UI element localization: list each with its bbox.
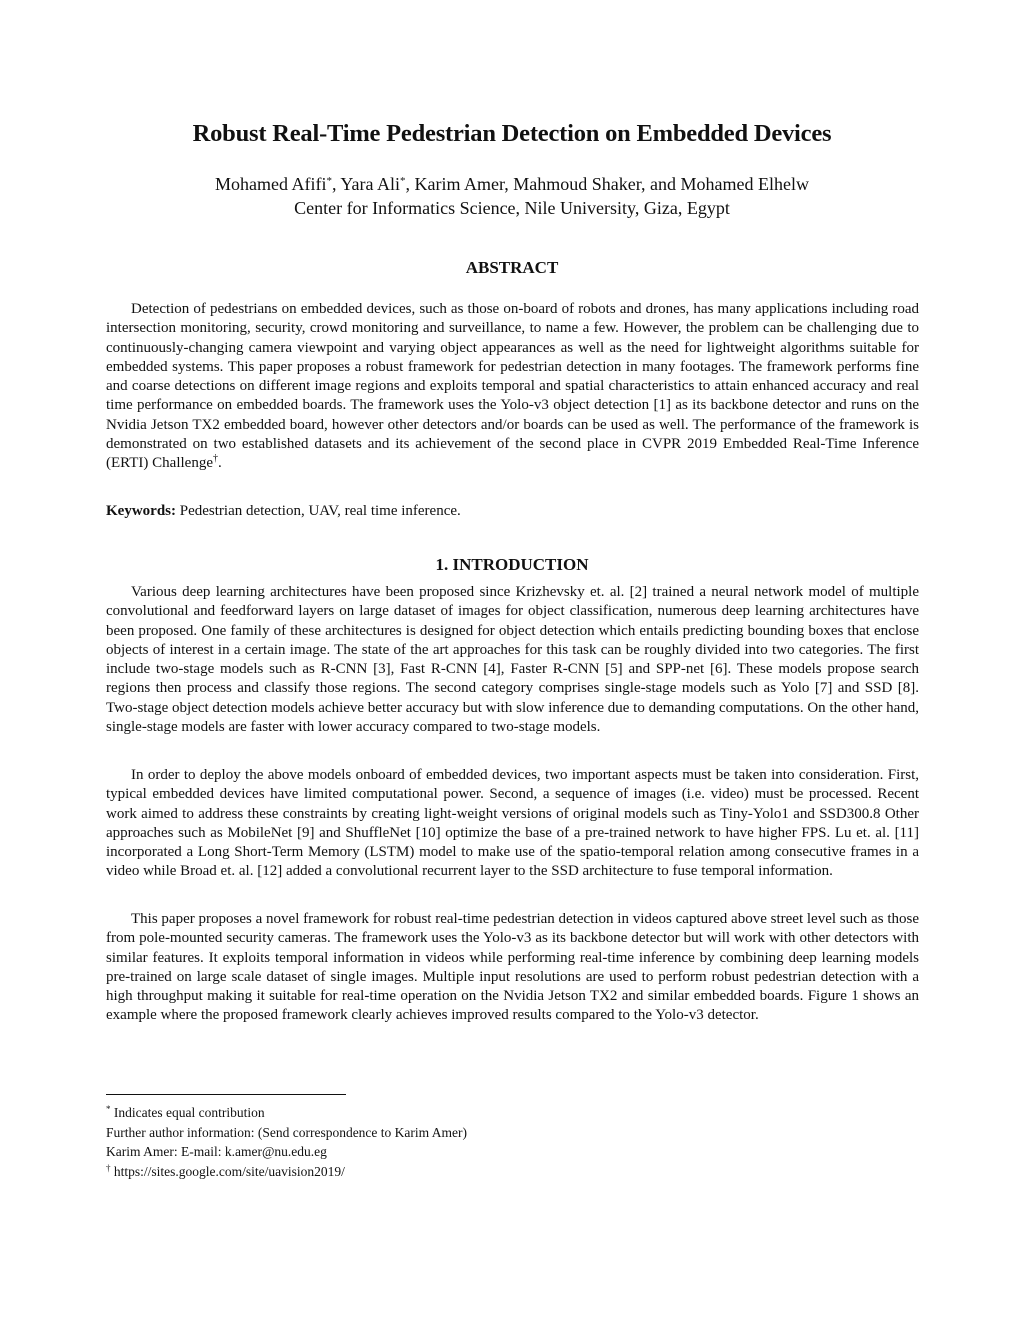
author-list <box>0 172 1024 196</box>
abstract-heading: ABSTRACT <box>465 258 559 277</box>
introduction-heading: 1. INTRODUCTION <box>435 555 589 574</box>
equal-contribution-mark: * <box>400 175 406 187</box>
footnote-mark: † <box>106 1162 111 1173</box>
author-list-rest: , Karim Amer, Mahmoud Shaker, and Mohamed Elhelw <box>405 174 809 194</box>
footnote-mark: * <box>106 1104 111 1114</box>
author-separator: , <box>331 174 341 194</box>
abstract-text <box>106 300 919 474</box>
footnote-text: Indicates equal contribution <box>110 1105 265 1120</box>
intro-paragraph: In order to deploy the above models onboard of embedded devices, two important aspects must be taken into consideration. First, typical embedded devices have limited computational power. Second, a sequence of images (i.e. video) must be processed. Recent work aimed to address these constraints by creating light-weight versions of original models such as Tiny-Yolo1 and SSD300.8 Other approaches such as MobileNet [9] and ShuffleNet [10] optimize the base of a pre-trained network to have higher FPS. Lu et. al. [11] incorporated a Long Short-Term Memory (LSTM) model to make use of the spatio-temporal relation among consecutive frames in a video while Broad et. al. [12] added a convolutional recurrent layer to the SSD architecture to fuse temporal information. <box>106 767 919 880</box>
footnote-author-info: Further author information: (Send correspondence to Karim Amer) <box>106 1124 468 1140</box>
intro-paragraph: This paper proposes a novel framework for robust real-time pedestrian detection in videos captured above street level such as those from pole-mounted security cameras. The framework uses the Yolo-v3 as its backbone detector but will work with other detectors with similar features. It exploits temporal information in videos while performing real-time inference by combining deep learning models pre-trained on large scale dataset of single images. Multiple input resolutions are used to perform robust pedestrian detection with a high throughput making it suitable for real-time operation on the Nvidia Jetson TX2 and similar embedded boards. Figure 1 shows an example where the proposed framework clearly achieves improved results compared to the Yolo-v3 detector. <box>106 911 919 1024</box>
abstract-body: Detection of pedestrians on embedded devices, such as those on-board of robots and drones, has many applications including road intersection monitoring, security, crowd monitoring and surveillance, to name a few. However, the problem can be challenging due to continuously-changing camera viewpoint and varying object appearances as well as the need for lightweight algorithms suitable for embedded systems. This paper proposes a robust framework for pedestrian detection in many footages. The framework performs fine and coarse detections on different image regions and exploits temporal and spatial characteristics to attain enhanced accuracy and real time performance on embedded boards. The framework uses the Yolo-v3 object detection [1] as its backbone detector and runs on the Nvidia Jetson TX2 embedded board, however other detectors and/or boards can be used as well. The performance of the framework is demonstrated on two established datasets and its achievement of the second place in CVPR 2019 Embedded Real-Time Inference (ERTI) Challenge <box>106 301 919 472</box>
keywords <box>106 502 919 521</box>
footnotes <box>106 1103 919 1181</box>
footnote-divider <box>106 1094 346 1095</box>
equal-contribution-mark: * <box>326 175 332 187</box>
footnote-equal-contribution <box>106 1103 919 1123</box>
keywords-text: Pedestrian detection, UAV, real time inference. <box>176 503 461 519</box>
affiliation: Center for Informatics Science, Nile University, Giza, Egypt <box>294 198 730 218</box>
author-ali: Yara Ali <box>340 174 401 194</box>
paper-title: Robust Real-Time Pedestrian Detection on Embedded Devices <box>192 120 832 147</box>
footnote-email: Karim Amer: E-mail: k.amer@nu.edu.eg <box>106 1144 327 1159</box>
dagger-footnote-mark: † <box>212 453 218 465</box>
footnote-link-text[interactable]: https://sites.google.com/site/uavision2019/ <box>110 1163 345 1179</box>
author-afifi: Mohamed Afifi <box>215 174 327 194</box>
intro-paragraph: Various deep learning architectures have been proposed since Krizhevsky et. al. [2] trained a neural network model of multiple convolutional and feedforward layers on large dataset of images for object classification, numerous deep learning architectures have been proposed. One family of these architectures is designed for object detection which entails predicting bounding boxes that enclose objects of interest in a certain image. The state of the art approaches for this task can be roughly divided into two categories. The first include two-stage models such as R-CNN [3], Fast R-CNN [4], Faster R-CNN [5] and SPP-net [6]. These models propose search regions then process and classify those regions. The second category comprises single-stage models such as Yolo [7] and SSD [8]. Two-stage object detection models achieve better accuracy but with slow inference due to demanding computations. On the other hand, single-stage models are faster with lower accuracy compared to two-stage models. <box>106 584 919 736</box>
keywords-label: Keywords: <box>106 503 176 519</box>
footnote-url <box>106 1162 919 1182</box>
abstract-end: . <box>217 455 222 472</box>
